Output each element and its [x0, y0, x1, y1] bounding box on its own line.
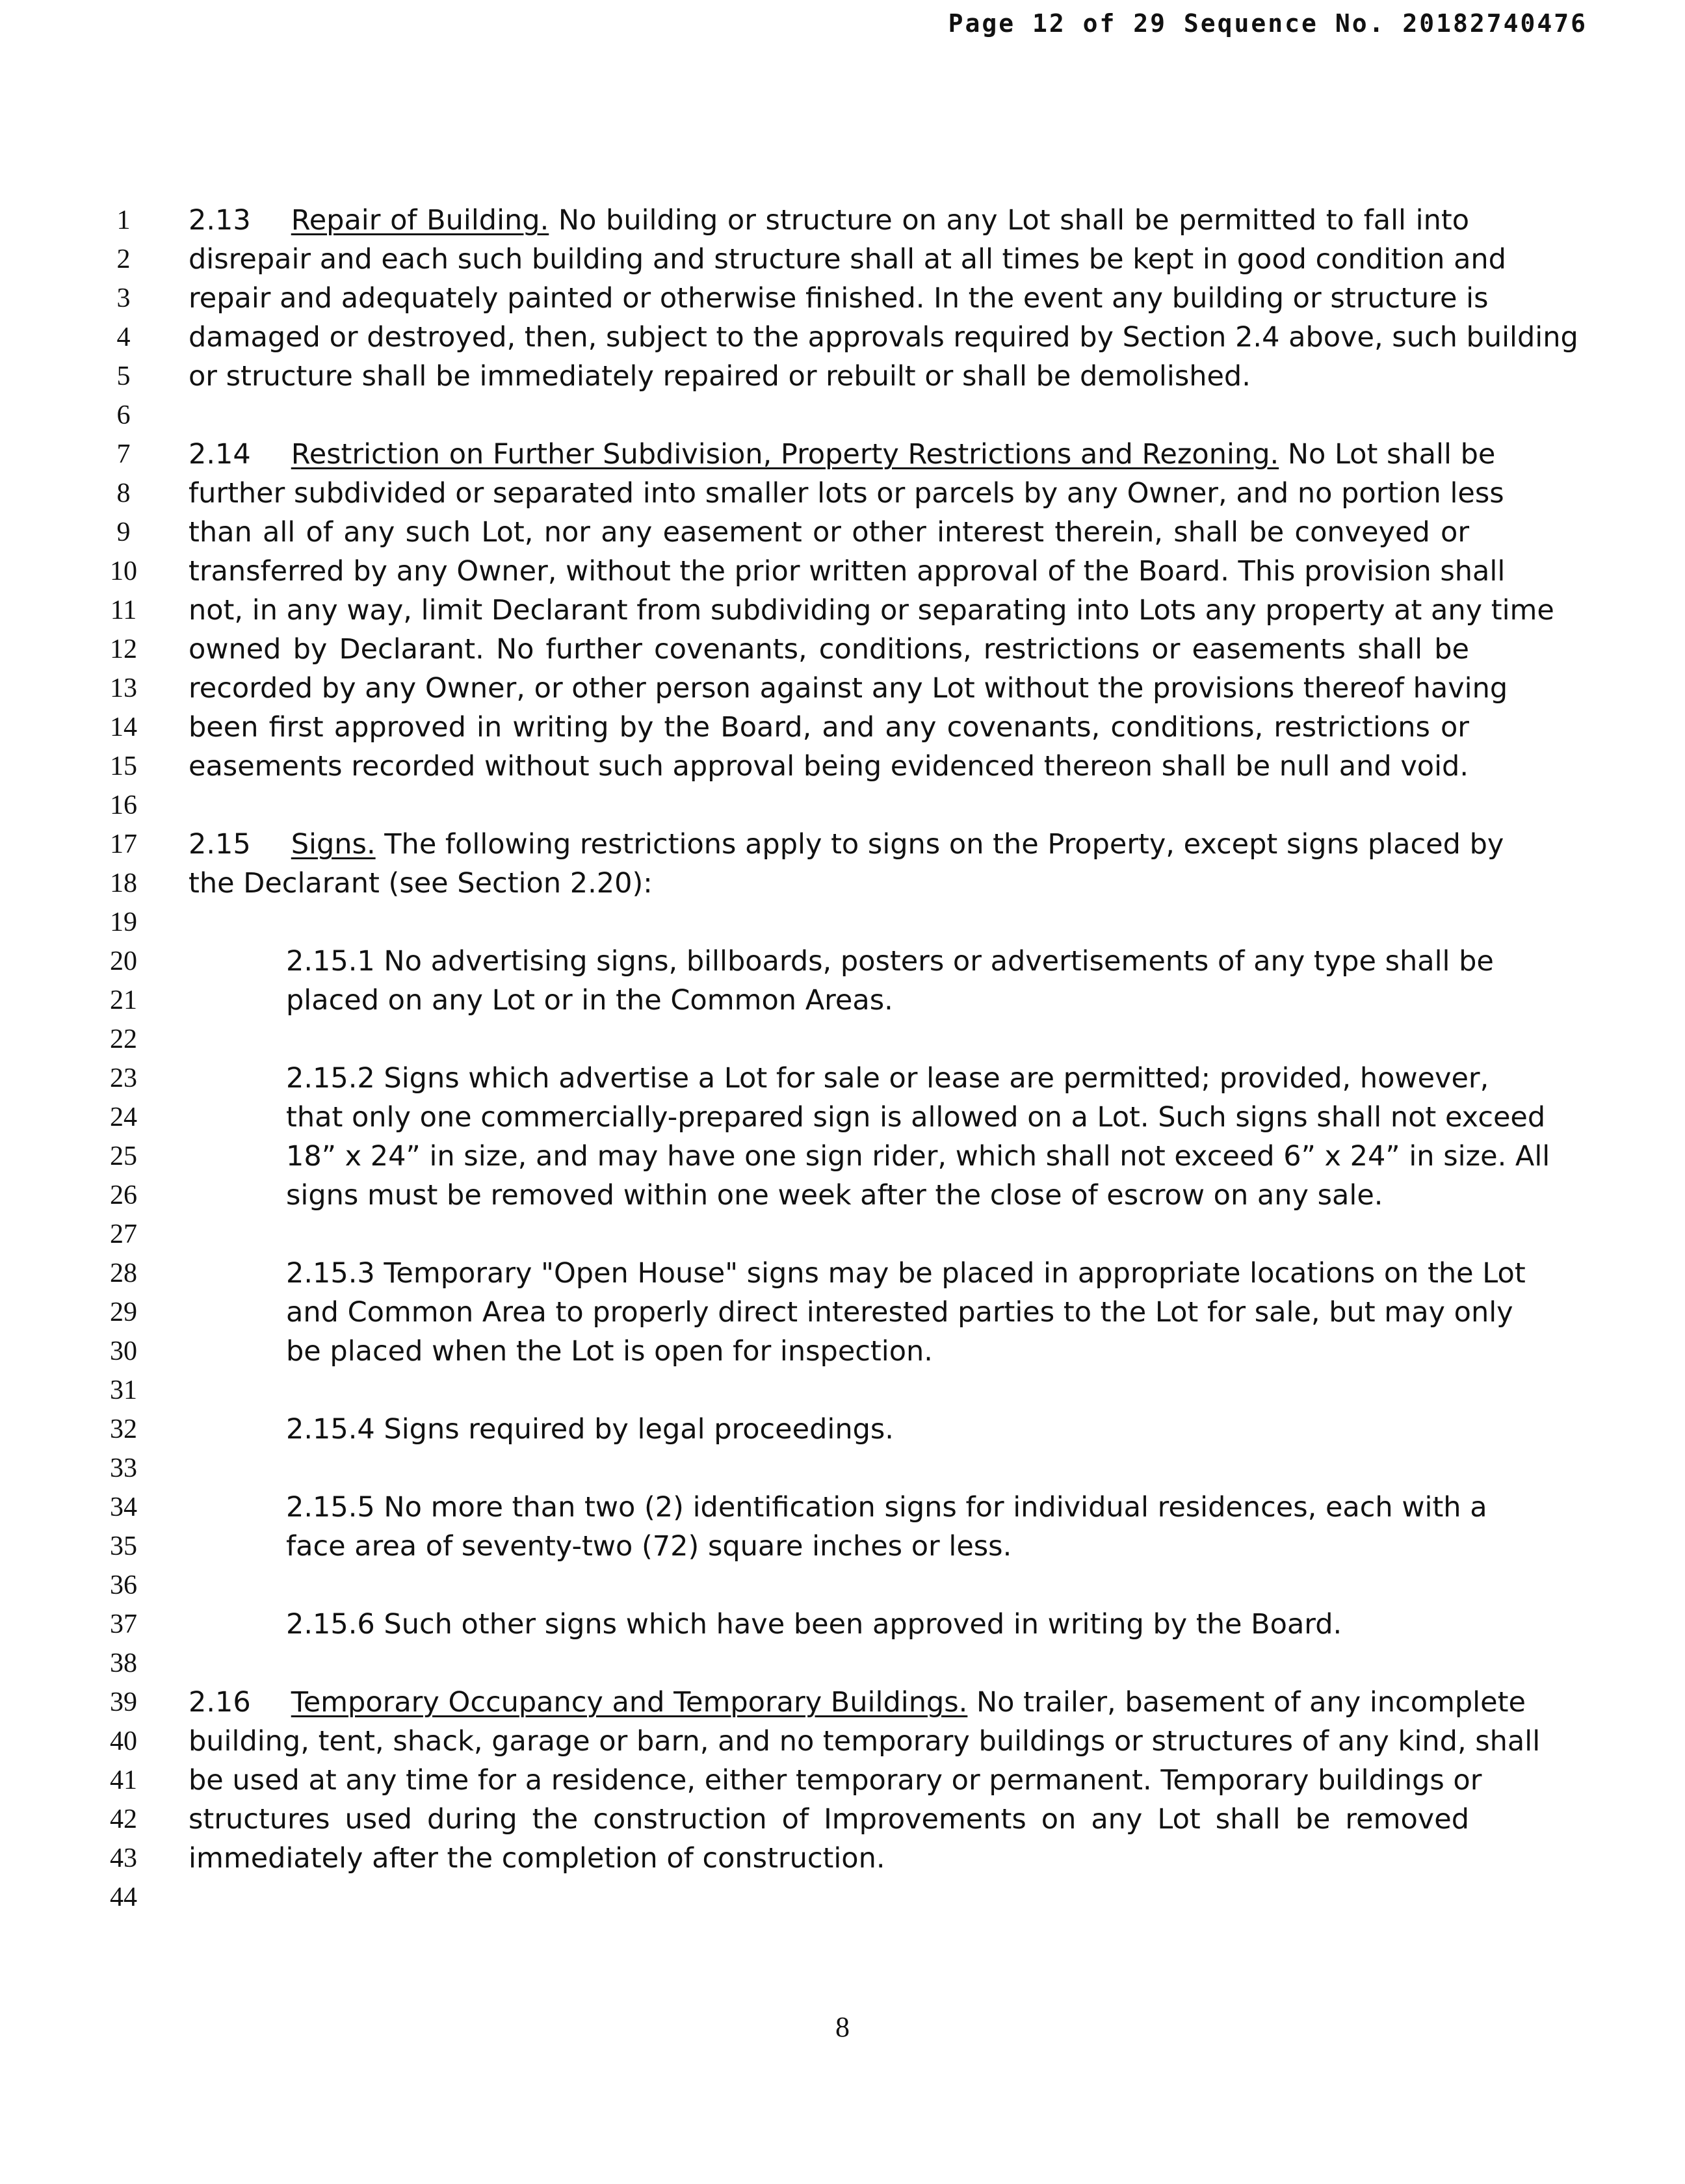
section-heading-line: [189, 828, 1504, 861]
line-number: 36: [110, 1570, 137, 1600]
subsection-line: 2.15.2 Signs which advertise a Lot for sale or lease are permitted; provided, however,: [286, 1062, 1489, 1095]
text-line: repair and adequately painted or otherwise finished. In the event any building or structure is: [189, 282, 1489, 315]
line-number: 44: [110, 1882, 137, 1912]
line-number: 31: [110, 1375, 137, 1405]
line-number: 27: [110, 1219, 137, 1249]
section-title: Signs.: [291, 828, 376, 861]
line-number: 12: [110, 634, 137, 664]
line-number: 9: [116, 517, 131, 547]
line-number: 5: [116, 361, 131, 391]
line-number: 10: [110, 556, 137, 586]
text-line: No building or structure on any Lot shall be permitted to fall into: [549, 204, 1469, 237]
line-number: 38: [110, 1648, 137, 1678]
line-number: 15: [110, 751, 137, 781]
text-line: been first approved in writing by the Board, and any covenants, conditions, restrictions or: [189, 711, 1469, 744]
line-number: 21: [110, 985, 137, 1015]
line-number: 35: [110, 1531, 137, 1561]
text-line: transferred by any Owner, without the prior written approval of the Board. This provision shall: [189, 555, 1506, 588]
line-number: 6: [116, 400, 131, 430]
line-number: 41: [110, 1765, 137, 1795]
line-number: 22: [110, 1024, 137, 1054]
subsection-line: and Common Area to properly direct interested parties to the Lot for sale, but may only: [286, 1296, 1513, 1329]
text-line: be used at any time for a residence, either temporary or permanent. Temporary buildings or: [189, 1764, 1482, 1797]
line-number: 34: [110, 1492, 137, 1522]
line-number: 23: [110, 1063, 137, 1093]
text-line: further subdivided or separated into smaller lots or parcels by any Owner, and no portion less: [189, 477, 1504, 510]
line-number: 16: [110, 790, 137, 820]
section-number: 2.16: [189, 1686, 251, 1719]
text-line: recorded by any Owner, or other person against any Lot without the provisions thereof having: [189, 672, 1508, 705]
subsection-line: be placed when the Lot is open for inspection.: [286, 1335, 933, 1368]
text-line: The following restrictions apply to signs on the Property, except signs placed by: [375, 828, 1504, 861]
line-number: 32: [110, 1414, 137, 1444]
section-title: Restriction on Further Subdivision, Property Restrictions and Rezoning.: [291, 438, 1279, 471]
subsection-line: 2.15.5 No more than two (2) identification signs for individual residences, each with a: [286, 1491, 1487, 1524]
section-heading-line: [189, 1686, 1526, 1719]
line-number: 42: [110, 1804, 137, 1834]
text-line: than all of any such Lot, nor any easement or other interest therein, shall be conveyed or: [189, 516, 1469, 549]
line-number: 20: [110, 946, 137, 976]
text-line: damaged or destroyed, then, subject to the approvals required by Section 2.4 above, such building: [189, 321, 1578, 354]
section-title: Repair of Building.: [291, 204, 549, 237]
line-number: 37: [110, 1609, 137, 1639]
line-number: 24: [110, 1102, 137, 1132]
line-number: 8: [116, 478, 131, 508]
line-number: 28: [110, 1258, 137, 1288]
subsection-line: 2.15.4 Signs required by legal proceedings.: [286, 1413, 894, 1446]
line-number: 4: [116, 322, 131, 352]
line-number: 2: [116, 244, 131, 274]
line-number: 43: [110, 1843, 137, 1873]
line-number: 1: [116, 205, 131, 235]
line-number: 19: [110, 907, 137, 937]
text-line: No trailer, basement of any incomplete: [967, 1686, 1526, 1719]
line-number: 13: [110, 673, 137, 703]
line-number: 25: [110, 1141, 137, 1171]
text-line: immediately after the completion of construction.: [189, 1842, 885, 1875]
line-number: 18: [110, 868, 137, 898]
text-line: structures used during the construction of Improvements on any Lot shall be removed: [189, 1803, 1469, 1836]
line-number: 7: [116, 439, 131, 469]
section-number: 2.15: [189, 828, 251, 861]
subsection-line: that only one commercially-prepared sign is allowed on a Lot. Such signs shall not exceed: [286, 1101, 1546, 1134]
line-number: 3: [116, 283, 131, 313]
text-line: owned by Declarant. No further covenants, conditions, restrictions or easements shall be: [189, 633, 1469, 666]
subsection-line: face area of seventy-two (72) square inches or less.: [286, 1530, 1012, 1563]
line-number: 40: [110, 1726, 137, 1756]
text-line: easements recorded without such approval being evidenced thereon shall be null and void.: [189, 750, 1469, 783]
text-line: not, in any way, limit Declarant from subdividing or separating into Lots any property at any time: [189, 594, 1554, 627]
section-heading-line: [189, 204, 1469, 237]
line-number: 29: [110, 1297, 137, 1327]
subsection-line: 2.15.1 No advertising signs, billboards, posters or advertisements of any type shall be: [286, 945, 1494, 978]
text-line: disrepair and each such building and structure shall at all times be kept in good condition and: [189, 243, 1506, 276]
subsection-line: 2.15.3 Temporary "Open House" signs may be placed in appropriate locations on the Lot: [286, 1257, 1526, 1290]
section-title: Temporary Occupancy and Temporary Buildings.: [291, 1686, 968, 1719]
section-number: 2.13: [189, 204, 251, 237]
line-number: 30: [110, 1336, 137, 1366]
text-line: or structure shall be immediately repaired or rebuilt or shall be demolished.: [189, 360, 1251, 393]
page-sequence-header: Page 12 of 29 Sequence No. 20182740476: [948, 9, 1587, 38]
line-number: 14: [110, 712, 137, 742]
line-number: 11: [110, 595, 137, 625]
section-heading-line: [189, 438, 1496, 471]
text-line: No Lot shall be: [1279, 438, 1496, 471]
subsection-line: signs must be removed within one week after the close of escrow on any sale.: [286, 1179, 1383, 1212]
line-number: 39: [110, 1687, 137, 1717]
subsection-line: placed on any Lot or in the Common Areas.: [286, 984, 893, 1017]
subsection-line: 2.15.6 Such other signs which have been approved in writing by the Board.: [286, 1608, 1342, 1641]
page-number: 8: [835, 2011, 850, 2043]
line-number: 17: [110, 829, 137, 859]
subsection-line: 18” x 24” in size, and may have one sign rider, which shall not exceed 6” x 24” in size. All: [286, 1140, 1550, 1173]
line-number: 26: [110, 1180, 137, 1210]
text-line: the Declarant (see Section 2.20):: [189, 867, 653, 900]
section-number: 2.14: [189, 438, 251, 471]
line-number: 33: [110, 1453, 137, 1483]
text-line: building, tent, shack, garage or barn, and no temporary buildings or structures of any kind, shall: [189, 1725, 1541, 1758]
